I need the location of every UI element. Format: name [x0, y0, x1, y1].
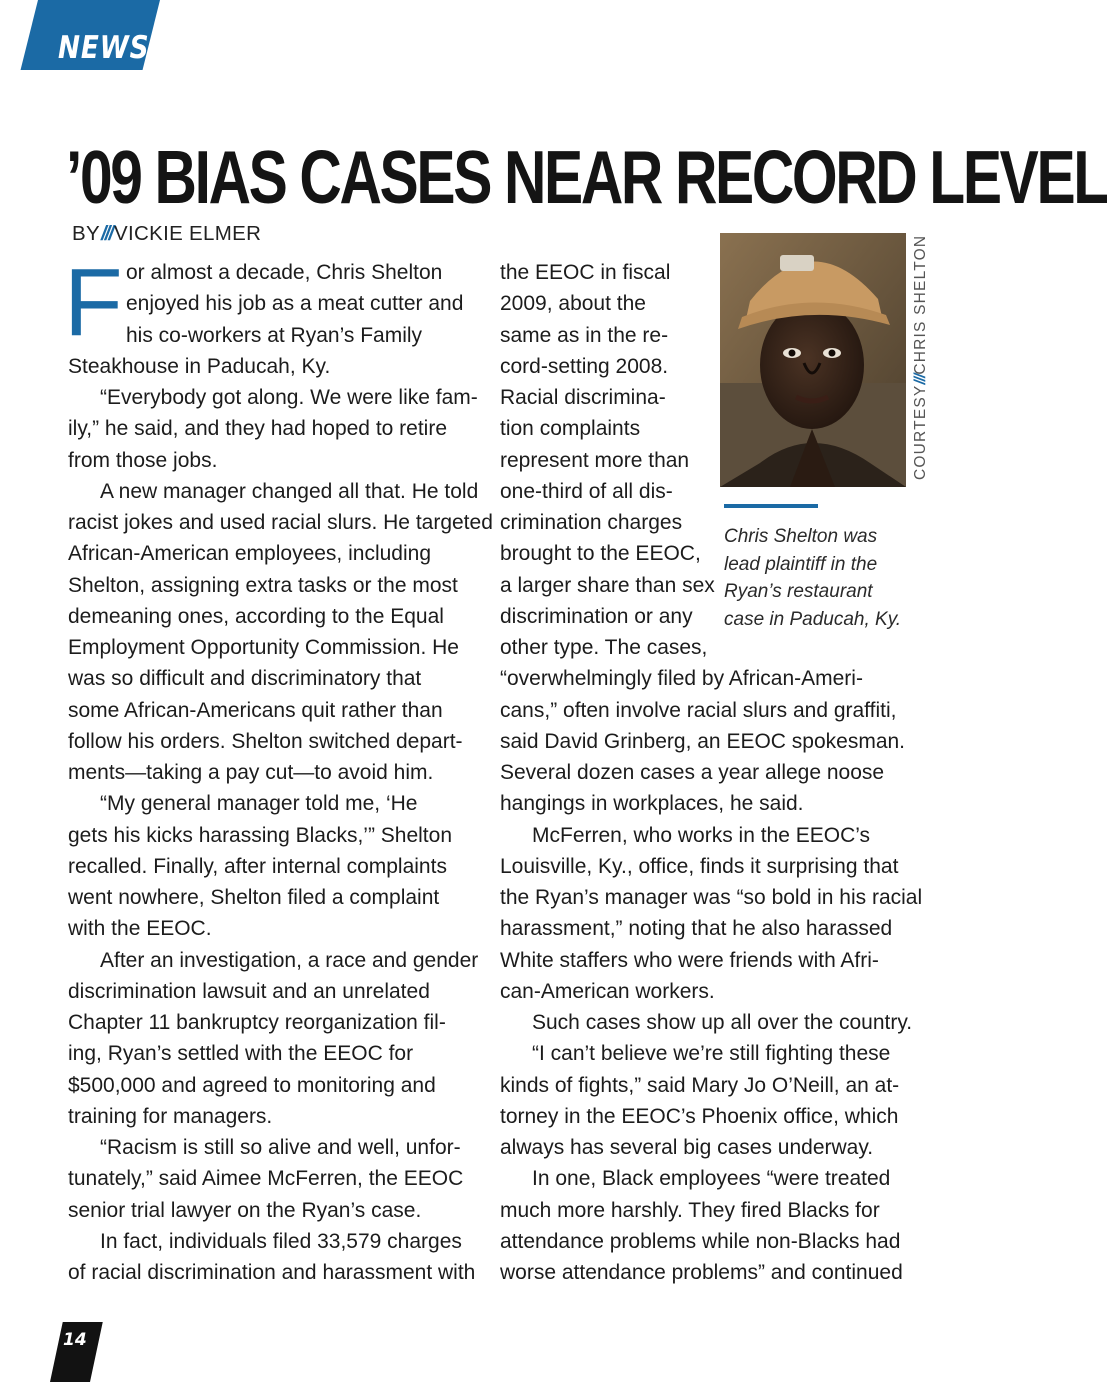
text-line: Several dozen cases a year allege noose	[500, 761, 885, 784]
caption-rule	[724, 504, 818, 508]
text-line: the Ryan’s manager was “so bold in his racial	[500, 886, 923, 909]
text-line: was so difficult and discriminatory that	[68, 667, 422, 691]
text-line: Chapter 11 bankruptcy reorganization fil-	[68, 1011, 446, 1034]
text-line: hangings in workplaces, he said.	[500, 792, 804, 816]
byline-slashes: ///	[100, 222, 113, 245]
text-line: discrimination lawsuit and an unrelated	[68, 979, 430, 1003]
text-line: brought to the EEOC,	[500, 542, 701, 566]
text-line: cord-setting 2008.	[500, 354, 669, 378]
text-line: Shelton, assigning extra tasks or the most	[68, 573, 458, 597]
text-line: from those jobs.	[68, 448, 218, 472]
text-line: same as in the re-	[500, 323, 669, 347]
text-line: Racial discrimina-	[500, 386, 666, 409]
credit-prefix: COURTESY	[912, 384, 929, 480]
text-line: said David Grinberg, an EEOC spokesman.	[500, 729, 906, 753]
text-line: demeaning ones, according to the Equal	[68, 604, 444, 628]
text-line: always has several big cases underway.	[500, 1136, 874, 1159]
text-line: Steakhouse in Paducah, Ky.	[68, 354, 331, 378]
text-line: “overwhelmingly filed by African-Ameri-	[500, 667, 863, 691]
drop-cap: F	[64, 249, 123, 356]
text-line: much more harshly. They fired Blacks for	[500, 1198, 880, 1222]
text-line: enjoyed his job as a meat cutter and	[126, 292, 464, 316]
text-line: $500,000 and agreed to monitoring and	[68, 1073, 436, 1097]
text-line: one-third of all dis-	[500, 479, 673, 503]
byline-author: VICKIE ELMER	[114, 222, 262, 245]
section-label: NEWS	[58, 30, 150, 66]
page-number: 14	[63, 1330, 87, 1350]
text-line: other type. The cases,	[500, 636, 708, 659]
text-line: went nowhere, Shelton filed a complaint	[68, 886, 440, 909]
credit-slashes: ///	[912, 374, 929, 385]
text-line: attendance problems while non-Blacks had	[500, 1229, 901, 1253]
text-line: ments—taking a pay cut—to avoid him.	[68, 761, 434, 784]
byline-prefix: BY	[72, 222, 100, 245]
headline: ’09 BIAS CASES NEAR RECORD LEVEL	[66, 135, 1107, 219]
text-line: ily,” he said, and they had hoped to retire	[68, 417, 448, 441]
text-line: recalled. Finally, after internal complaints	[68, 854, 447, 878]
text-line: can-American workers.	[500, 979, 715, 1003]
caption-line: Chris Shelton was	[724, 526, 878, 547]
text-line: Louisville, Ky., office, finds it surprising that	[500, 854, 899, 878]
text-line: of racial discrimination and harassment with	[68, 1261, 476, 1284]
text-line: Employment Opportunity Commission. He	[68, 636, 459, 659]
text-line: 2009, about the	[500, 292, 646, 316]
text-line: ing, Ryan’s settled with the EEOC for	[68, 1042, 414, 1066]
portrait-photo	[720, 233, 906, 487]
text-line: training for managers.	[68, 1104, 273, 1128]
text-line: “Everybody got along. We were like fam-	[100, 386, 478, 409]
text-line: “Racism is still so alive and well, unfor-	[100, 1136, 461, 1159]
text-line: kinds of fights,” said Mary Jo O’Neill, an at-	[500, 1073, 900, 1097]
text-line: racist jokes and used racial slurs. He targeted	[68, 511, 493, 534]
text-line: torney in the EEOC’s Phoenix office, which	[500, 1104, 899, 1128]
caption-line: Ryan’s restaurant	[724, 581, 873, 602]
text-line: or almost a decade, Chris Shelton	[126, 261, 443, 284]
caption-line: case in Paducah, Ky.	[724, 608, 902, 630]
text-line: “My general manager told me, ‘He	[100, 792, 418, 816]
text-line: crimination charges	[500, 511, 683, 534]
text-line: the EEOC in fiscal	[500, 261, 671, 284]
text-line: cans,” often involve racial slurs and graffiti,	[500, 698, 897, 722]
text-line: some African-Americans quit rather than	[68, 698, 443, 722]
text-line: In one, Black employees “were treated	[532, 1167, 891, 1191]
text-line: “I can’t believe we’re still fighting these	[532, 1042, 891, 1066]
text-line: African-American employees, including	[68, 542, 431, 566]
article-column-left	[64, 249, 498, 1288]
text-line: harassment,” noting that he also harassed	[500, 917, 893, 941]
text-line: represent more than	[500, 448, 690, 472]
text-line: his co-workers at Ryan’s Family	[126, 323, 423, 347]
text-line: Such cases show up all over the country.	[532, 1011, 913, 1034]
text-line: worse attendance problems” and continued	[500, 1261, 903, 1284]
text-line: a larger share than sex	[500, 573, 715, 597]
text-line: In fact, individuals filed 33,579 charges	[100, 1229, 462, 1253]
photo-caption	[724, 523, 924, 633]
text-line: tunately,” said Aimee McFerren, the EEOC	[68, 1167, 464, 1191]
text-line: gets his kicks harassing Blacks,’” Shelton	[68, 823, 452, 847]
byline	[72, 222, 261, 246]
text-line: tion complaints	[500, 417, 641, 441]
text-line: follow his orders. Shelton switched depart-	[68, 729, 463, 753]
text-line: McFerren, who works in the EEOC’s	[532, 823, 871, 847]
text-line: After an investigation, a race and gender	[100, 948, 479, 972]
text-line: with the EEOC.	[68, 917, 212, 941]
caption-line: lead plaintiff in the	[724, 553, 878, 575]
text-line: White staffers who were friends with Afri-	[500, 948, 879, 972]
credit-name: CHRIS SHELTON	[912, 234, 929, 375]
text-line: A new manager changed all that. He told	[100, 479, 479, 503]
text-line: discrimination or any	[500, 604, 693, 628]
photo-credit	[912, 235, 930, 480]
text-line: senior trial lawyer on the Ryan’s case.	[68, 1198, 422, 1222]
